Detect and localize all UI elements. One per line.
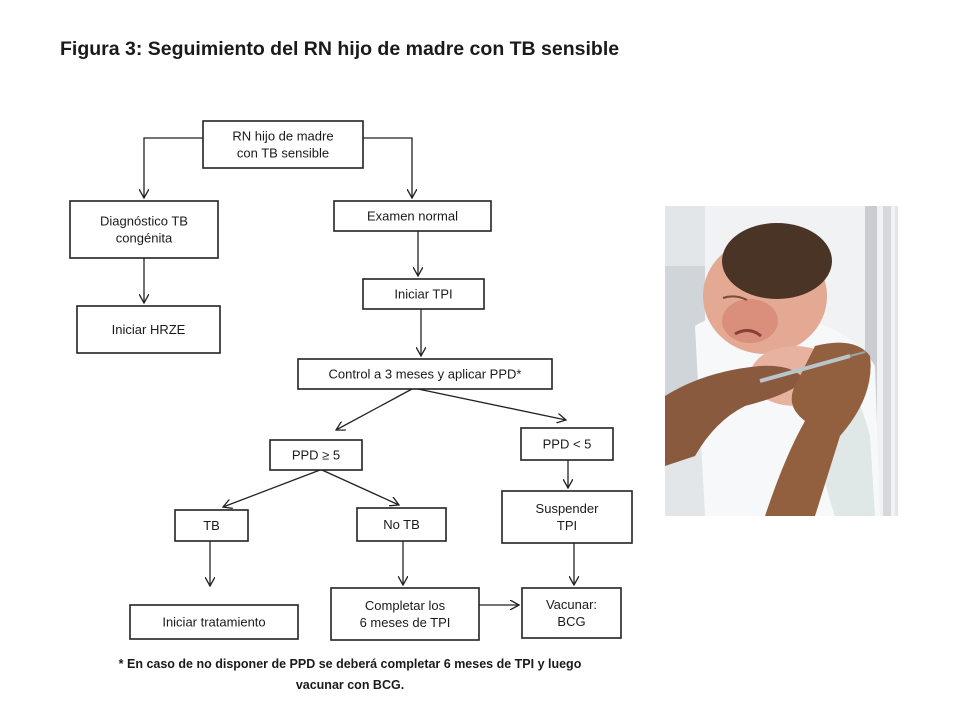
node-root-line-1: RN hijo de madre [232, 128, 334, 144]
edge-ppd_ge5-to-no_tb [322, 470, 399, 505]
node-tb [175, 510, 248, 541]
node-ppd-ge5 [270, 440, 362, 470]
footnote-line-1: * En caso de no disponer de PPD se deberá completar 6 meses de TPI y luego [118, 657, 582, 671]
node-ppd-ge5-line-1: PPD ≥ 5 [291, 447, 341, 463]
node-iniciar-tratamiento [130, 605, 298, 639]
node-root-line-2: con TB sensible [236, 145, 330, 161]
node-iniciar-hrze [77, 306, 220, 353]
edge-root-to-examen [363, 138, 412, 198]
node-completar-line-2: 6 meses de TPI [359, 615, 451, 630]
node-iniciar-hrze-line-1: Iniciar HRZE [111, 322, 186, 337]
node-iniciar-tpi [363, 279, 484, 309]
node-suspender [502, 491, 632, 543]
footnote-line-2: vacunar con BCG. [295, 678, 405, 692]
node-iniciar-tpi-line-1: Iniciar TPI [394, 286, 453, 302]
footnote [70, 654, 630, 696]
node-no-tb-line-1: No TB [383, 517, 420, 532]
edge-root-to-diagnostico [144, 138, 203, 198]
node-root [203, 121, 363, 168]
node-iniciar-tratamiento-line-1: Iniciar tratamiento [162, 614, 266, 630]
node-suspender-line-2: TPI [556, 518, 578, 533]
node-diagnostico-line-2: congénita [115, 230, 173, 246]
node-vacunar [522, 588, 621, 638]
newborn-vaccination-photo [665, 206, 898, 516]
node-control [298, 359, 552, 389]
edge-control-to-ppd_lt5 [418, 389, 566, 420]
edge-control-to-ppd_ge5 [336, 389, 412, 430]
edge-ppd_ge5-to-tb [223, 470, 320, 507]
node-vacunar-line-2: BCG [557, 614, 586, 629]
node-diagnostico [70, 201, 218, 258]
node-tb-line-1: TB [203, 518, 220, 533]
node-ppd-lt5-line-1: PPD < 5 [542, 436, 592, 452]
node-completar-line-1: Completar los [364, 598, 446, 613]
node-vacunar-line-1: Vacunar: [545, 597, 598, 612]
node-examen [334, 201, 491, 231]
node-control-line-1: Control a 3 meses y aplicar PPD* [328, 366, 522, 382]
node-suspender-line-1: Suspender [535, 501, 599, 516]
node-no-tb [357, 508, 446, 541]
node-completar [331, 588, 479, 640]
node-examen-line-1: Examen normal [366, 208, 459, 224]
node-diagnostico-line-1: Diagnóstico TB [100, 213, 188, 229]
figure-title: Figura 3: Seguimiento del RN hijo de madre con TB sensible [60, 38, 620, 60]
node-ppd-lt5 [521, 428, 613, 460]
